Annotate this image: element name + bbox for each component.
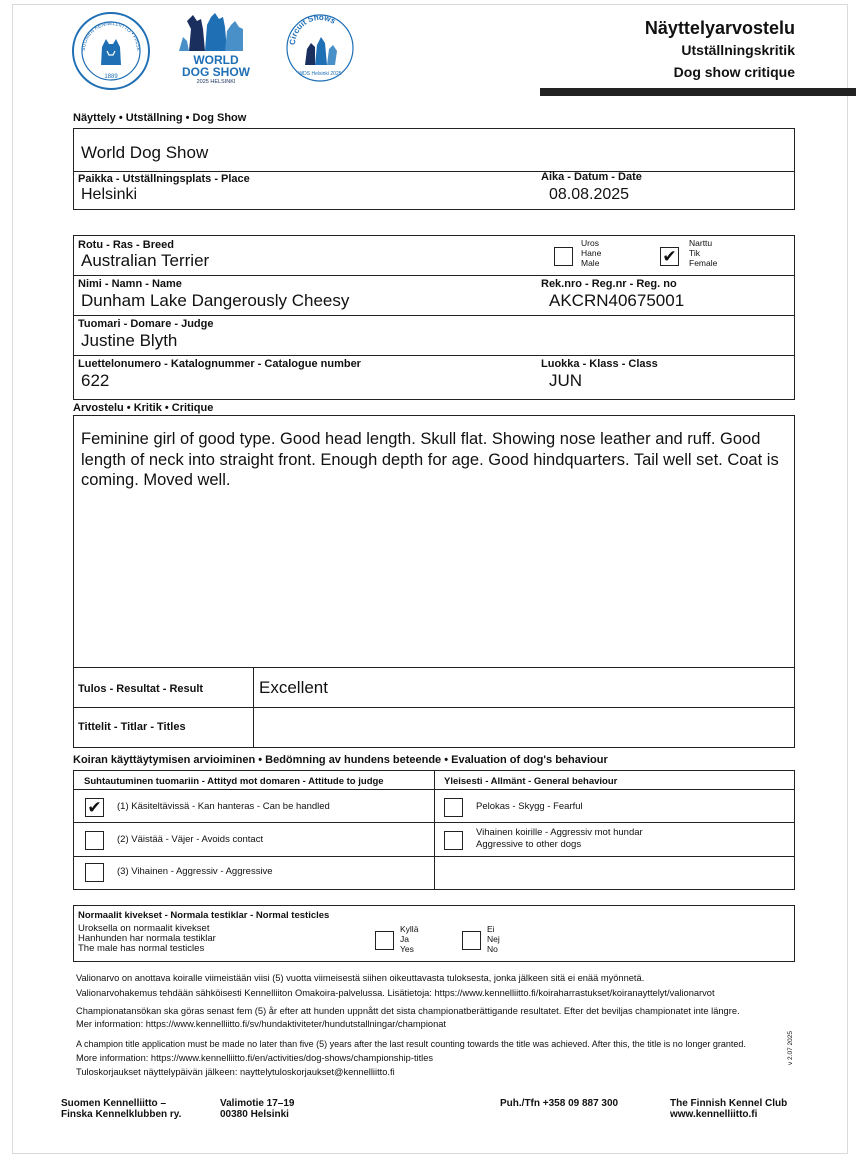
fine-print-4: Mer information: https://www.kennelliitto.fi/sv/hundaktiviteter/hundutstallningar/championat	[76, 1019, 446, 1029]
titles-divider	[73, 707, 795, 708]
female-label-sv: Tik	[689, 248, 701, 258]
critique-heading: Arvostelu • Kritik • Critique	[73, 402, 214, 414]
testicles-yes-sv: Ja	[400, 934, 409, 944]
judge-attitude-header: Suhtautuminen tuomariin - Attityd mot domaren - Attitude to judge	[84, 776, 384, 787]
dogs-silhouette-icon	[171, 7, 261, 53]
can-be-handled-checkbox[interactable]: ✔	[85, 798, 104, 817]
avoids-contact-label: (2) Väistää - Väjer - Avoids contact	[117, 834, 264, 845]
fine-print-1: Valionarvo on anottava koiralle viimeistään viisi (5) vuotta viimeisestä siihen oikeuttavasta tuloksesta, jonka jälkeen sitä ei enää myönnetä.	[76, 973, 645, 983]
show-heading: Näyttely • Utställning • Dog Show	[73, 112, 247, 124]
can-be-handled-label: (1) Käsiteltävissä - Kan hanteras - Can be handled	[117, 801, 330, 812]
fearful-label: Pelokas - Skygg - Fearful	[476, 801, 583, 812]
dog-divider-2	[73, 315, 795, 316]
fine-print-6: More information: https://www.kennelliitto.fi/en/activities/dog-shows/championship-titles	[76, 1053, 434, 1063]
judge-label: Tuomari - Domare - Judge	[78, 318, 214, 330]
aggressive-to-dogs-checkbox[interactable]	[444, 831, 463, 850]
fine-print-3: Championatansökan ska göras senast fem (5) år efter att hunden uppnått det sista championatberättigande resultatet. Efter det beviljas championatet inte längre.	[76, 1006, 740, 1016]
kennel-club-logo	[71, 11, 151, 91]
circuit-shows-sub: WDS Helsinki 2025	[298, 71, 342, 77]
critique-text[interactable]: Feminine girl of good type. Good head length. Skull flat. Showing nose leather and ruff. Good length of neck into straight front. Enough depth for age. Good hindquarters. Tail well set. Coat is coming. Moved well.	[81, 430, 779, 489]
aggressive-label: (3) Vihainen - Aggressiv - Aggressive	[117, 866, 273, 877]
dog-divider-1	[73, 275, 795, 276]
male-label-fi: Uros	[581, 238, 599, 248]
date-value[interactable]: 08.08.2025	[549, 186, 630, 203]
aggressive-checkbox[interactable]	[85, 863, 104, 882]
kennel-club-year: 1889	[104, 74, 118, 80]
general-behaviour-header: Yleisesti - Allmänt - General behaviour	[444, 776, 618, 787]
critique-form-page	[12, 4, 848, 1154]
testicles-no-en: No	[487, 944, 498, 954]
place-label: Paikka - Utställningsplats - Place	[78, 173, 250, 185]
aggressive-to-dogs-label: Vihainen koirille - Aggressiv mot hundar	[476, 827, 643, 838]
name-label: Nimi - Namn - Name	[78, 278, 182, 290]
circuit-shows-text: Circuit Shows	[287, 13, 338, 46]
behaviour-row-divider-1	[73, 822, 795, 823]
fine-print-7: Tuloskorjaukset näyttelypäivän jälkeen: nayttelytuloskorjaukset@kennelliitto.fi	[76, 1067, 395, 1077]
show-divider	[73, 171, 795, 172]
fine-print-5: A champion title application must be made no later than five (5) years after the last result counting towards the title was achieved. After this, the title is no longer granted.	[76, 1039, 746, 1049]
male-checkbox[interactable]	[554, 247, 573, 266]
world-dog-show-logo	[171, 7, 261, 93]
testicles-no-sv: Nej	[487, 934, 500, 944]
wds-line2: DOG SHOW	[182, 65, 250, 79]
testicles-yes-fi: Kyllä	[400, 924, 419, 934]
title-fi: Näyttelyarvostelu	[644, 18, 795, 38]
testicles-line-en: The male has normal testicles	[78, 943, 205, 954]
reg-label: Rek.nro - Reg.nr - Reg. no	[541, 278, 677, 290]
breed-label: Rotu - Ras - Breed	[78, 239, 174, 251]
result-divider	[73, 667, 795, 668]
class-label: Luokka - Klass - Class	[541, 358, 658, 370]
judge-value[interactable]: Justine Blyth	[81, 331, 178, 350]
fine-print-2: Valionarvohakemus tehdään sähköisesti Kennelliiton Omakoira-palvelussa. Lisätietoja: https://www.kennelliitto.fi/koiraharrastukset/koiranayttelyt/valionarvot	[76, 988, 715, 998]
wds-line1: WORLD	[193, 53, 239, 67]
testicles-line-sv: Hanhunden har normala testiklar	[78, 933, 216, 944]
male-label-sv: Hane	[581, 248, 602, 258]
catalogue-label: Luettelonumero - Katalognummer - Catalogue number	[78, 358, 361, 370]
behaviour-row-divider-2	[73, 856, 795, 857]
result-value[interactable]: Excellent	[259, 678, 328, 697]
footer-org-1: Suomen Kennelliitto –	[61, 1098, 167, 1109]
testicles-heading: Normaalit kivekset - Normala testiklar - Normal testicles	[78, 910, 330, 921]
behaviour-header-divider	[73, 789, 795, 790]
footer-website[interactable]: www.kennelliitto.fi	[670, 1109, 758, 1120]
female-label-fi: Narttu	[689, 238, 713, 248]
titles-label: Tittelit - Titlar - Titles	[78, 721, 186, 733]
footer-address-2: 00380 Helsinki	[220, 1109, 289, 1120]
reg-value[interactable]: AKCRN40675001	[549, 291, 685, 310]
female-checkbox[interactable]: ✔	[660, 247, 679, 266]
behaviour-col-divider	[434, 770, 435, 890]
version-text: v 2.07 2025	[787, 1031, 794, 1065]
catalogue-value[interactable]: 622	[81, 371, 110, 390]
kennel-club-text: SUOMEN KENNELLIITTO • FINSK	[80, 20, 142, 52]
fearful-checkbox[interactable]	[444, 798, 463, 817]
female-label-en: Female	[689, 258, 718, 268]
show-name[interactable]: World Dog Show	[81, 143, 209, 162]
wds-line3: 2025 HELSINKI	[196, 79, 236, 85]
testicles-yes-en: Yes	[400, 944, 414, 954]
testicles-no-fi: Ei	[487, 924, 495, 934]
circuit-shows-logo	[285, 13, 355, 83]
testicles-line-fi: Uroksella on normaalit kivekset	[78, 923, 210, 934]
title-underline-bar	[540, 88, 856, 96]
testicles-no-checkbox[interactable]	[462, 931, 481, 950]
dog-divider-3	[73, 355, 795, 356]
footer-phone: Puh./Tfn +358 09 887 300	[500, 1098, 619, 1109]
title-en: Dog show critique	[673, 64, 795, 80]
result-label: Tulos - Resultat - Result	[78, 683, 204, 695]
behaviour-heading: Koiran käyttäytymisen arvioiminen • Bedömning av hundens beteende • Evaluation of dog's behaviour	[73, 754, 608, 766]
breed-value[interactable]: Australian Terrier	[81, 251, 210, 270]
class-value[interactable]: JUN	[549, 371, 583, 390]
footer-address-1: Valimotie 17–19	[220, 1098, 295, 1109]
male-label-en: Male	[581, 258, 600, 268]
date-label: Aika - Datum - Date	[541, 171, 642, 183]
svg-text:Circuit Shows	[288, 13, 338, 45]
avoids-contact-checkbox[interactable]	[85, 831, 104, 850]
place-value[interactable]: Helsinki	[81, 186, 138, 203]
footer-org-2: Finska Kennelklubben ry.	[61, 1109, 182, 1120]
aggressive-to-dogs-label-en: Aggressive to other dogs	[476, 839, 582, 850]
name-value[interactable]: Dunham Lake Dangerously Cheesy	[81, 291, 350, 310]
testicles-yes-checkbox[interactable]	[375, 931, 394, 950]
title-sv: Utställningskritik	[681, 42, 795, 58]
footer-club-name: The Finnish Kennel Club	[670, 1098, 788, 1109]
show-box	[73, 128, 795, 210]
result-col-divider	[253, 667, 254, 748]
